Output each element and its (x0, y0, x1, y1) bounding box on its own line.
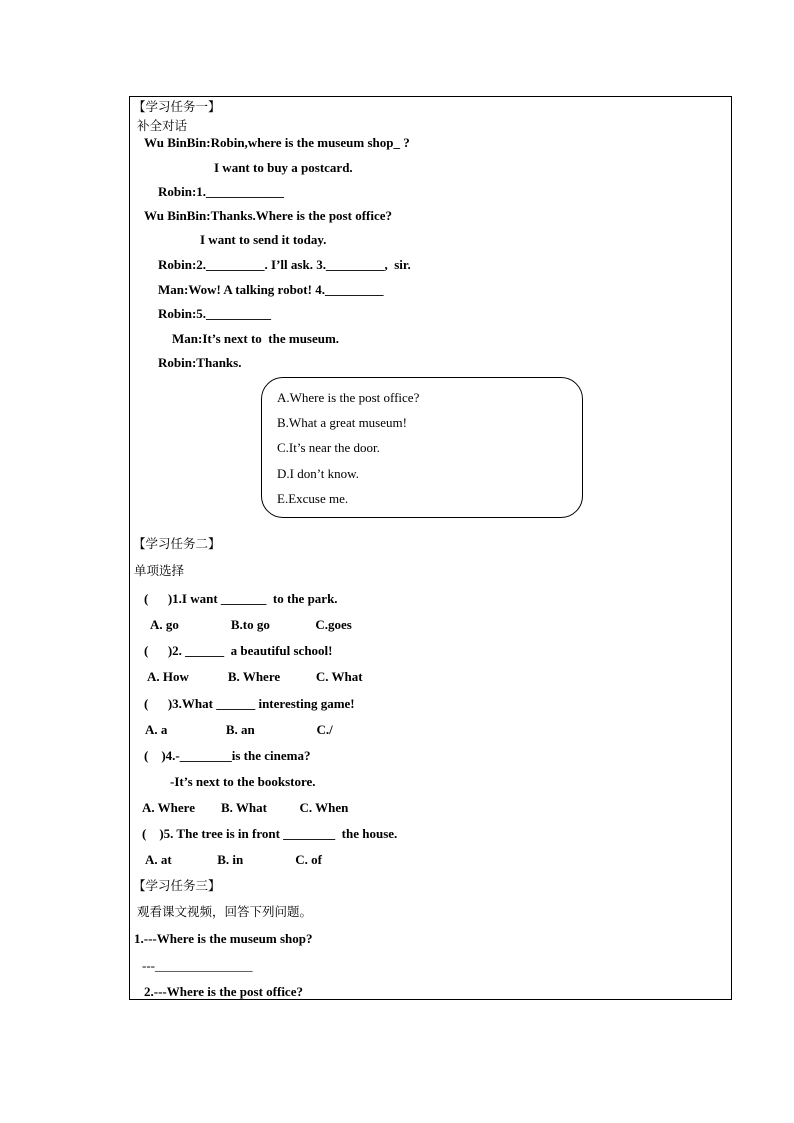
option-b: B.What a great museum! (277, 415, 407, 430)
dialogue-line-9: Man:It’s next to the museum. (172, 331, 340, 346)
question-4-stem: ( )4.-________is the cinema? (144, 748, 311, 763)
dialogue-line-10: Robin:Thanks. (158, 355, 242, 370)
dialogue-line-7: Man:Wow! A talking robot! 4._________ (158, 282, 384, 297)
option-a: A.Where is the post office? (277, 390, 420, 405)
question-5-options: A. at B. in C. of (145, 852, 322, 867)
task3-heading: 【学习任务三】 (133, 878, 221, 893)
question-3-options: A. a B. an C./ (145, 722, 333, 737)
task1-subheading: 补全对话 (137, 118, 188, 133)
dialogue-line-1: Wu BinBin:Robin,where is the museum shop_ ? (144, 135, 410, 150)
task3-subheading: 观看课文视频，回答下列问题。 (137, 904, 313, 919)
question-4-extra: -It’s next to the bookstore. (170, 774, 316, 789)
option-e: E.Excuse me. (277, 491, 349, 506)
dialogue-line-8: Robin:5.__________ (158, 306, 272, 321)
task2-subheading: 单项选择 (134, 563, 185, 578)
task3-question-1: 1.---Where is the museum shop? (134, 931, 313, 946)
dialogue-line-5: I want to send it today. (200, 232, 327, 247)
task3-answer-1: ---_______________ (142, 958, 253, 973)
option-d: D.I don’t know. (277, 466, 359, 481)
dialogue-line-4: Wu BinBin:Thanks.Where is the post office? (144, 208, 393, 223)
dialogue-line-2: I want to buy a postcard. (214, 160, 353, 175)
question-3-stem: ( )3.What ______ interesting game! (144, 696, 355, 711)
task1-heading: 【学习任务一】 (133, 99, 221, 114)
task3-question-2: 2.---Where is the post office? (144, 984, 303, 999)
question-4-options: A. Where B. What C. When (142, 800, 349, 815)
task2-heading: 【学习任务二】 (133, 536, 221, 551)
question-5-stem: ( )5. The tree is in front ________ the house. (142, 826, 398, 841)
dialogue-line-6: Robin:2._________. I’ll ask. 3._________, sir. (158, 257, 411, 272)
option-c: C.It’s near the door. (277, 440, 380, 455)
question-2-options: A. How B. Where C. What (147, 669, 363, 684)
question-1-stem: ( )1.I want _______ to the park. (144, 591, 338, 606)
question-1-options: A. go B.to go C.goes (150, 617, 352, 632)
question-2-stem: ( )2. ______ a beautiful school! (144, 643, 333, 658)
dialogue-line-3: Robin:1.____________ (158, 184, 285, 199)
